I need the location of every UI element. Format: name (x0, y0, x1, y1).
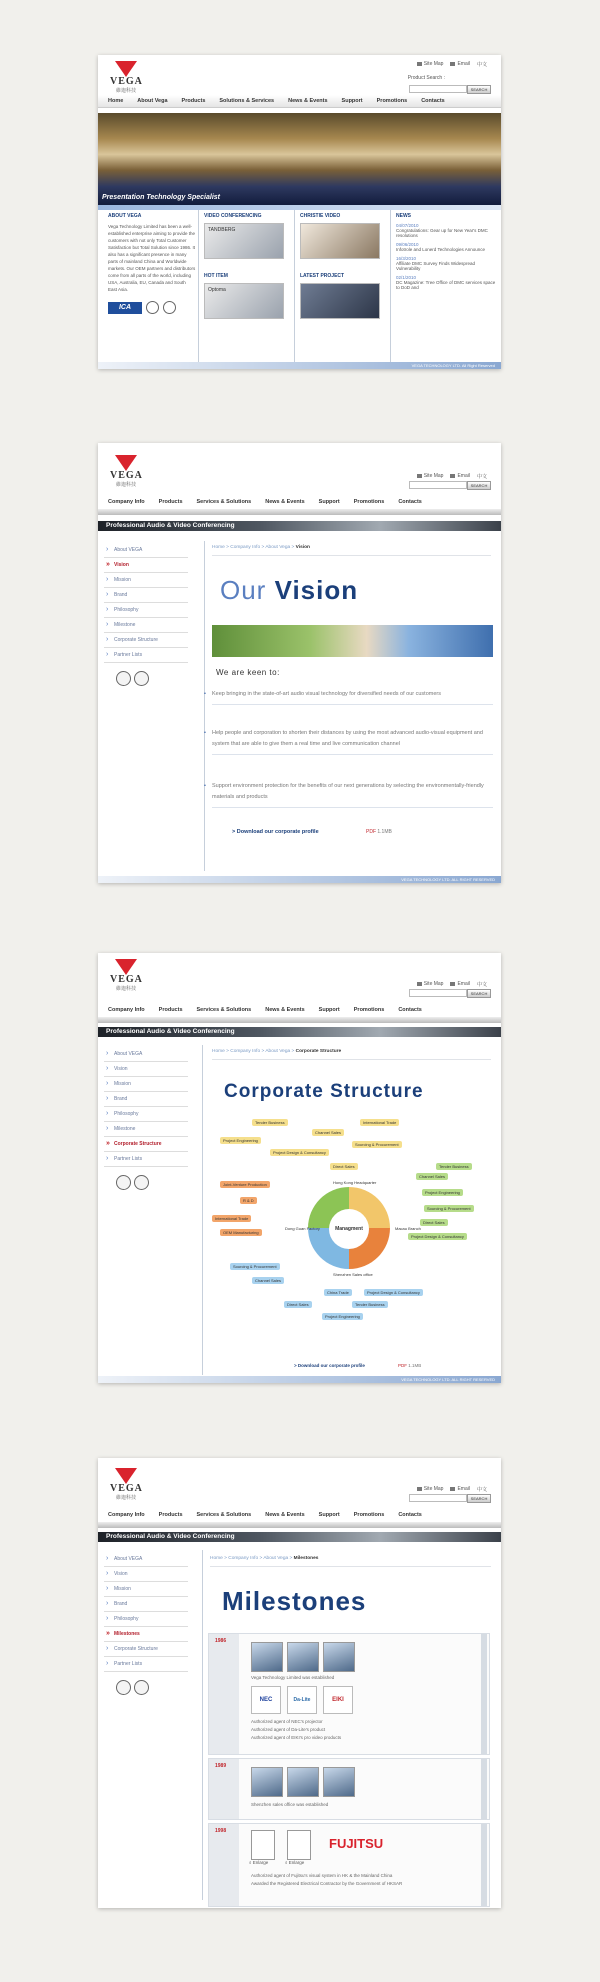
certification-badges (116, 671, 149, 686)
magnifier-icon: ⌕ (249, 1860, 252, 1865)
breadcrumb-about[interactable]: About Vega (265, 545, 291, 550)
nav-news[interactable]: News & Events (265, 1512, 305, 1518)
vega-logo[interactable] (110, 959, 142, 992)
breadcrumb-about[interactable]: About Vega (263, 1556, 289, 1561)
video-conf-title: VIDEO CONFERENCING (204, 213, 262, 219)
left-nav-vision[interactable]: › Vision (104, 1062, 188, 1077)
section-banner: Professional Audio & Video Conferencing (98, 1532, 501, 1542)
pdf-info (366, 829, 392, 835)
org-node: Direct Sales (330, 1163, 358, 1170)
breadcrumb-company[interactable]: Company Info (228, 1556, 259, 1561)
org-node: Sourcing & Procurement (424, 1205, 474, 1212)
row-scrollbar[interactable] (481, 1824, 487, 1906)
nav-services[interactable]: Services & Solutions (196, 499, 252, 505)
search-button[interactable]: SEARCH (467, 989, 491, 998)
certification-badges (116, 1680, 149, 1695)
milestone-text: Authorized agent of NEC's projector Authorized agent of Da-Lite's product Authorized agent of EIKI's pro video products (251, 1719, 342, 1740)
vision-item-1: • Keep bringing in the state-of-art audio visual technology for diversified needs of our customers (212, 689, 493, 705)
org-node: Project Design & Consultancy (408, 1233, 467, 1240)
org-node: Project Engineering (422, 1189, 463, 1196)
org-node: Channel Sales (312, 1129, 344, 1136)
vision-page-card (98, 443, 501, 883)
news-title: NEWS (396, 213, 411, 219)
breadcrumb-company[interactable]: Company Info (230, 1049, 261, 1054)
sitemap-icon (417, 982, 422, 986)
vega-logo[interactable] (110, 455, 142, 488)
page-title (220, 575, 358, 606)
milestone-year: 1989 (209, 1759, 239, 1819)
vega-logo[interactable] (110, 1468, 142, 1501)
hot-item-title: HOT ITEM (204, 273, 228, 279)
certification-badge (134, 1680, 149, 1695)
milestone-year: 1986 (209, 1634, 239, 1754)
news-item[interactable]: 02/1/2010 DC Magazine: Tree Office of DMC services space to DoD and (396, 275, 496, 290)
certification-badge (116, 671, 131, 686)
breadcrumb: Home > Company Info > About Vega > Milestones (210, 1556, 319, 1561)
vision-item-3: • Support environment protection for the benefits of our next generations by selecting the environmentally-friendly materials and products (212, 781, 493, 808)
nav-news[interactable]: News & Events (288, 98, 328, 104)
hero-divider (98, 205, 501, 210)
breadcrumb-company[interactable]: Company Info (230, 545, 261, 550)
title-our: Our (220, 575, 267, 605)
org-node: Sourcing & Procurement (230, 1263, 280, 1270)
left-nav-structure[interactable]: » Corporate Structure (104, 1137, 188, 1152)
nav-contacts[interactable]: Contacts (398, 1007, 422, 1013)
email-link[interactable]: Email (450, 981, 470, 988)
nav-solutions[interactable]: Solutions & Services (219, 98, 275, 104)
breadcrumb-current: Corporate Structure (295, 1049, 342, 1054)
search-button[interactable]: SEARCH (467, 1494, 491, 1503)
content-divider (204, 541, 205, 871)
row-scrollbar[interactable] (481, 1634, 487, 1754)
news-section (396, 213, 496, 294)
vega-logo-mark (115, 61, 137, 77)
milestones-page-card (98, 1458, 501, 1908)
enlarge-link[interactable]: ⌕ Enlarge (285, 1860, 305, 1865)
org-node: Project Design & Consultancy (270, 1149, 329, 1156)
left-nav-milestone[interactable]: › Milestone (104, 618, 188, 633)
pdf-info (398, 1363, 421, 1368)
video-conferencing-section (204, 213, 286, 319)
org-node: International Trade (360, 1119, 399, 1126)
milestone-year: 1998 (209, 1824, 239, 1906)
nav-promotions[interactable]: Promotions (376, 98, 408, 104)
left-nav-structure[interactable]: › Corporate Structure (104, 633, 188, 648)
chinese-link[interactable]: 中文 (476, 474, 487, 480)
certification-badge (134, 671, 149, 686)
email-icon (450, 474, 455, 478)
org-shenzhen: Shenzhen Sales office (333, 1272, 373, 1277)
magnifier-icon: ⌕ (285, 1860, 288, 1865)
site-map-link[interactable]: Site Map (417, 473, 444, 480)
org-node: Project Design & Consultancy (364, 1289, 423, 1296)
main-nav (98, 1509, 501, 1521)
org-node: Project Engineering (220, 1137, 261, 1144)
home-page-card (98, 55, 501, 369)
utility-links (417, 1486, 487, 1493)
breadcrumb-current: Vision (295, 545, 310, 550)
certificate-image[interactable] (287, 1830, 311, 1860)
vision-item-2: • Help people and corporation to shorten their distances by using the most advanced audio-visual equipment and system that are able to give them a real time and live communication channel (212, 728, 493, 755)
breadcrumb-rule (210, 1566, 491, 1567)
main-nav (98, 95, 501, 108)
logo-chinese: 維迦科技 (115, 986, 136, 992)
left-nav-about[interactable]: › About VEGA (104, 543, 188, 558)
christie-title: CHRISTIE VIDEO (300, 213, 341, 219)
org-node: OEM Manufacturing (220, 1229, 262, 1236)
site-map-link[interactable]: Site Map (417, 1486, 444, 1493)
product-name: Optoma (208, 287, 226, 293)
nav-products[interactable]: Products (158, 499, 183, 505)
certification-badge (116, 1680, 131, 1695)
certification-badge (116, 1175, 131, 1190)
vega-logo-mark (115, 455, 137, 471)
nav-promotions[interactable]: Promotions (353, 499, 385, 505)
search-input[interactable] (409, 481, 467, 489)
about-title: ABOUT VEGA (108, 213, 142, 219)
org-node: Tender Business (352, 1301, 388, 1308)
hero-conference-room-image (98, 113, 501, 205)
search-button[interactable]: SEARCH (467, 85, 491, 94)
eiki-logo: EIKI (323, 1686, 353, 1714)
left-nav-structure[interactable]: › Corporate Structure (104, 1642, 188, 1657)
org-node: Sourcing & Procurement (352, 1141, 402, 1148)
certification-badge (134, 1175, 149, 1190)
milestone-text: Vega Technology Limited was established (251, 1675, 335, 1680)
christie-section (300, 213, 382, 319)
org-node: Direct Sales (420, 1219, 448, 1226)
content-divider (202, 1550, 203, 1900)
certification-badges (116, 1175, 149, 1190)
column-divider (198, 210, 199, 369)
org-dongguan: Dong Guan Factory (285, 1226, 320, 1231)
org-node: China Trade (324, 1289, 352, 1296)
email-link[interactable]: Email (450, 61, 470, 68)
about-section (108, 213, 196, 314)
nav-services[interactable]: Services & Solutions (196, 1007, 252, 1013)
search-label: Product Search : (407, 75, 445, 81)
left-nav-philosophy[interactable]: › Philosophy (104, 1107, 188, 1122)
nav-contacts[interactable]: Contacts (398, 1512, 422, 1518)
breadcrumb: Home > Company Info > About Vega > Vision (212, 545, 310, 550)
nav-contacts[interactable]: Contacts (421, 98, 445, 104)
page-title: Corporate Structure (224, 1081, 424, 1102)
chinese-link[interactable]: 中文 (476, 62, 487, 68)
enlarge-link[interactable]: ⌕ Enlarge (249, 1860, 269, 1865)
left-nav-brand[interactable]: › Brand (104, 588, 188, 603)
vega-logo-mark (115, 959, 137, 975)
org-node: Tender Business (436, 1163, 472, 1170)
milestone-row-1998 (208, 1823, 490, 1907)
vision-banner-image (212, 625, 493, 657)
tandberg-product-thumb[interactable] (204, 223, 284, 259)
left-nav (104, 1552, 188, 1672)
left-nav (104, 1047, 188, 1167)
pdf-icon: PDF (398, 1363, 407, 1368)
footer: VEGA TECHNOLOGY LTD. ALL RIGHT RESERVED (98, 876, 501, 883)
left-nav-vision[interactable]: › Vision (104, 1567, 188, 1582)
section-banner: Professional Audio & Video Conferencing (98, 1027, 501, 1037)
fujitsu-logo: FUJITSU (329, 1836, 384, 1851)
milestone-row-1986 (208, 1633, 490, 1755)
utility-links (417, 61, 487, 68)
logo-text: VEGA (110, 1483, 143, 1494)
dalite-logo: Da-Lite (287, 1686, 317, 1714)
chinese-link[interactable]: 中文 (476, 982, 487, 988)
certification-badge (163, 301, 176, 314)
milestone-text: Authorized agent of Fujitsu's visual system in HK & the Mainland China Awarded the Registered Electrical Contractor by the Government of HKSAR (251, 1873, 403, 1886)
left-nav-philosophy[interactable]: › Philosophy (104, 1612, 188, 1627)
logo-text: VEGA (110, 470, 143, 481)
search-input[interactable] (409, 85, 467, 93)
download-profile-link[interactable]: > Download our corporate profile (232, 829, 319, 835)
nav-news[interactable]: News & Events (265, 1007, 305, 1013)
left-nav-vision[interactable]: » Vision (104, 558, 188, 573)
milestone-row-1989 (208, 1758, 490, 1820)
nav-services[interactable]: Services & Solutions (196, 1512, 252, 1518)
milestone-photo (323, 1767, 355, 1797)
breadcrumb-home[interactable]: Home (212, 545, 225, 550)
org-node: Direct Sales (284, 1301, 312, 1308)
email-icon (450, 62, 455, 66)
column-divider (294, 210, 295, 369)
nav-company-info[interactable]: Company Info (108, 1007, 145, 1013)
news-item[interactable]: 04/07/2010 Congratulations: Gear up for New Year's DMC resolutions (396, 223, 488, 238)
milestone-photo (251, 1767, 283, 1797)
certification-badge (146, 301, 159, 314)
left-nav-milestones[interactable]: » Milestones (104, 1627, 188, 1642)
org-hq: Hong Kong Headquarter (333, 1180, 377, 1185)
nav-about[interactable]: About Vega (137, 98, 168, 104)
utility-links (417, 981, 487, 988)
milestone-photo (287, 1642, 319, 1672)
partner-logo: ICA (108, 302, 142, 314)
about-logos (108, 301, 196, 314)
nav-contacts[interactable]: Contacts (398, 499, 422, 505)
structure-page-card (98, 953, 501, 1383)
breadcrumb-current: Milestones (293, 1556, 319, 1561)
left-nav-brand[interactable]: › Brand (104, 1092, 188, 1107)
file-size: 1.1MB (377, 829, 392, 835)
search-button[interactable]: SEARCH (467, 481, 491, 490)
latest-project-title: LATEST PROJECT (300, 273, 345, 279)
nav-support[interactable]: Support (341, 98, 363, 104)
left-nav-brand[interactable]: › Brand (104, 1597, 188, 1612)
milestone-text: Shenzhen sales office was established (251, 1802, 329, 1807)
main-nav (98, 1004, 501, 1016)
optoma-product-thumb[interactable] (204, 283, 284, 319)
nav-products[interactable]: Products (158, 1512, 183, 1518)
keen-heading: We are keen to: (216, 668, 280, 677)
logo-chinese: 維迦科技 (115, 1495, 136, 1501)
milestone-photo (251, 1642, 283, 1672)
product-name: TANDBERG (208, 227, 236, 233)
chinese-link[interactable]: 中文 (476, 1487, 487, 1493)
nav-shadow-strip (98, 1017, 501, 1023)
left-nav-about[interactable]: › About VEGA (104, 1552, 188, 1567)
page-title: Milestones (222, 1586, 367, 1616)
org-node: Joint-Venture Production (220, 1181, 270, 1188)
milestone-photo (323, 1642, 355, 1672)
nav-promotions[interactable]: Promotions (353, 1512, 385, 1518)
content-divider (202, 1045, 203, 1375)
logo-chinese: 維迦科技 (115, 482, 136, 488)
utility-links (417, 473, 487, 480)
breadcrumb: Home > Company Info > About Vega > Corporate Structure (212, 1049, 342, 1054)
logo-text: VEGA (110, 974, 143, 985)
site-map-link[interactable]: Site Map (417, 61, 444, 68)
org-node: International Trade (212, 1215, 251, 1222)
main-nav (98, 496, 501, 508)
latest-project-thumb[interactable] (300, 283, 380, 319)
vega-logo-mark (115, 1468, 137, 1484)
org-node: Project Engineering (322, 1313, 363, 1320)
org-node: Channel Sales (252, 1277, 284, 1284)
left-nav-mission[interactable]: › Mission (104, 1582, 188, 1597)
certificate-image[interactable] (251, 1830, 275, 1860)
vega-logo[interactable] (110, 61, 142, 94)
news-item[interactable]: 09/06/2010 Infotrole and Lonerd Technologies Announce (396, 242, 485, 252)
footer: VEGA TECHNOLOGY LTD. All Right Reserved (98, 362, 501, 369)
org-chart (212, 1115, 492, 1340)
row-scrollbar[interactable] (481, 1759, 487, 1819)
left-nav-partners[interactable]: › Partner Lists (104, 648, 188, 663)
milestone-photo (287, 1767, 319, 1797)
email-link[interactable]: Email (450, 1486, 470, 1493)
org-hub: Managment (329, 1209, 369, 1249)
logo-chinese: 維迦科技 (115, 88, 136, 94)
nav-news[interactable]: News & Events (265, 499, 305, 505)
breadcrumb-rule (212, 1059, 491, 1060)
org-node: Channel Sales (416, 1173, 448, 1180)
nav-support[interactable]: Support (318, 1512, 340, 1518)
org-node: Tender Business (252, 1119, 288, 1126)
title-vision: Vision (274, 575, 359, 605)
breadcrumb-about[interactable]: About Vega (265, 1049, 291, 1054)
org-node: R & D (240, 1197, 257, 1204)
left-nav-partners[interactable]: › Partner Lists (104, 1152, 188, 1167)
sitemap-icon (417, 474, 422, 478)
sitemap-icon (417, 1487, 422, 1491)
nav-products[interactable]: Products (181, 98, 206, 104)
email-link[interactable]: Email (450, 473, 470, 480)
christie-video-thumb[interactable] (300, 223, 380, 259)
left-nav-partners[interactable]: › Partner Lists (104, 1657, 188, 1672)
left-nav-about[interactable]: › About VEGA (104, 1047, 188, 1062)
nec-logo: NEC (251, 1686, 281, 1714)
nav-promotions[interactable]: Promotions (353, 1007, 385, 1013)
left-nav-mission[interactable]: › Mission (104, 573, 188, 588)
org-macau: Macau Branch (395, 1226, 421, 1231)
pdf-icon: PDF (366, 829, 376, 835)
left-nav (104, 543, 188, 663)
breadcrumb-rule (212, 555, 491, 556)
left-nav-mission[interactable]: › Mission (104, 1077, 188, 1092)
nav-shadow-strip (98, 1522, 501, 1528)
section-banner: Professional Audio & Video Conferencing (98, 521, 501, 531)
footer: VEGA TECHNOLOGY LTD. ALL RIGHT RESERVED (98, 1376, 501, 1383)
breadcrumb-home[interactable]: Home (210, 1556, 223, 1561)
hero-caption: Presentation Technology Specialist (102, 194, 220, 201)
nav-support[interactable]: Support (318, 499, 340, 505)
left-nav-milestone[interactable]: › Milestone (104, 1122, 188, 1137)
email-icon (450, 1487, 455, 1491)
column-divider (390, 210, 391, 369)
nav-products[interactable]: Products (158, 1007, 183, 1013)
sitemap-icon (417, 62, 422, 66)
download-profile-link[interactable]: > Download our corporate profile (294, 1363, 365, 1368)
nav-shadow-strip (98, 509, 501, 515)
breadcrumb-home[interactable]: Home (212, 1049, 225, 1054)
nav-support[interactable]: Support (318, 1007, 340, 1013)
file-size: 1.1MB (408, 1363, 422, 1368)
search-input[interactable] (409, 1494, 467, 1502)
left-nav-philosophy[interactable]: › Philosophy (104, 603, 188, 618)
news-item[interactable]: 16/3/2010 Affiliate DMC Survey Finds Widespread Vulnerability (396, 256, 475, 271)
nav-company-info[interactable]: Company Info (108, 499, 145, 505)
nav-home[interactable]: Home (108, 98, 124, 104)
email-icon (450, 982, 455, 986)
search-input[interactable] (409, 989, 467, 997)
site-map-link[interactable]: Site Map (417, 981, 444, 988)
logo-text: VEGA (110, 76, 143, 87)
about-text: Vega Technology Limited has been a well-established enterprise aiming to provide the customers with not only Total Customer Satisfaction but Total Solution since 1986. It also has a significant presence in many parts of mainland China and Worldwide markets. Our OEM partners and distributors come from all parts of the world, including USA, Australia, EU, Canada and South East Asia. (108, 224, 196, 292)
nav-company-info[interactable]: Company Info (108, 1512, 145, 1518)
